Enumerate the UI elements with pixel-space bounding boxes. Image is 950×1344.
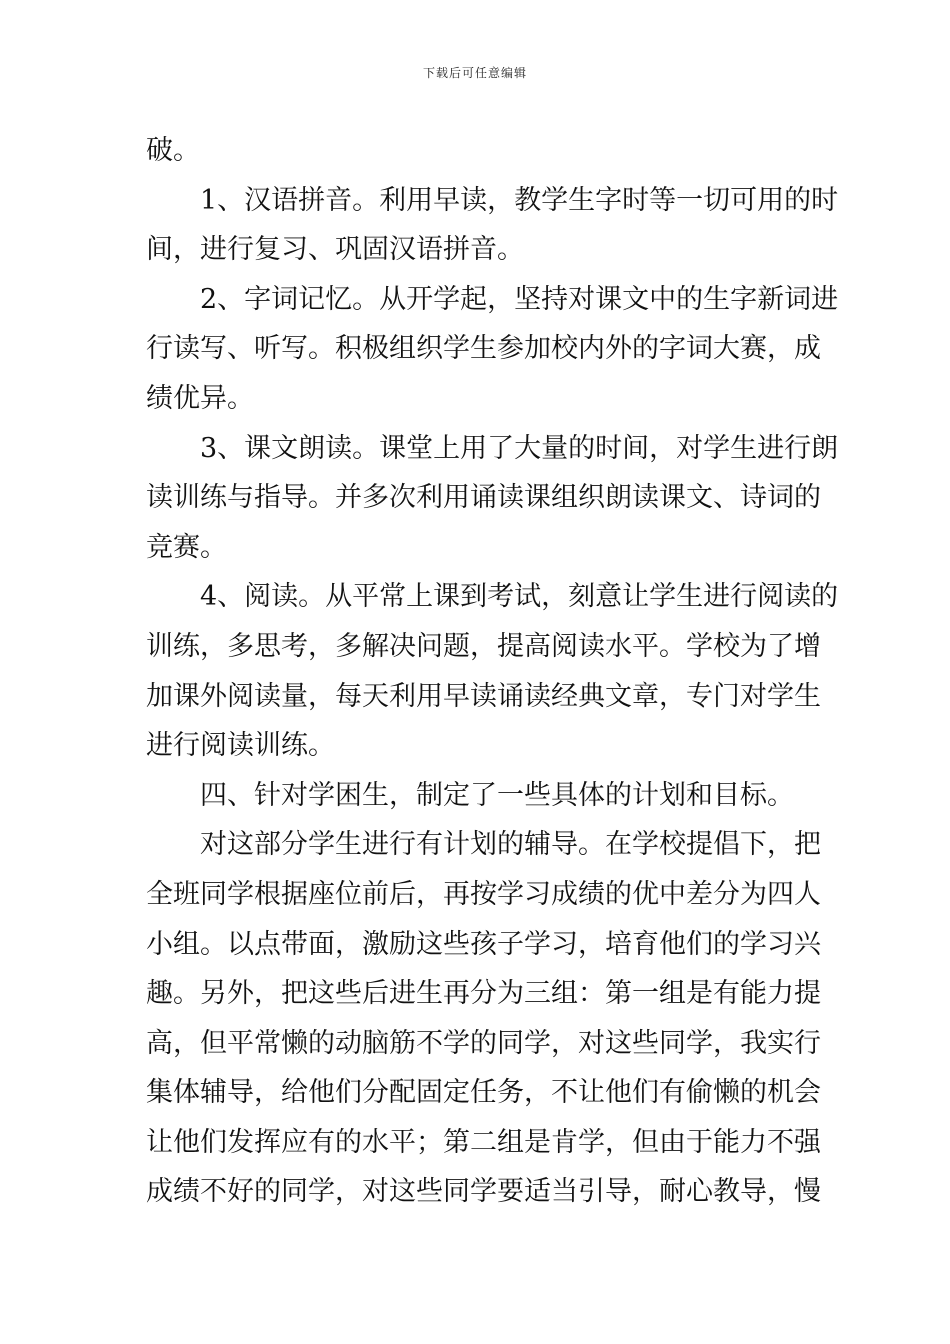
text-line: 对这部分学生进行有计划的辅导。在学校提倡下，把 [200, 829, 821, 861]
text-line: 集体辅导，给他们分配固定任务，不让他们有偷懒的机会 [146, 1077, 821, 1109]
text-line: 竞赛。 [146, 531, 227, 563]
text-line: 高，但平常懒的动脑筋不学的同学，对这些同学，我实行 [146, 1027, 821, 1059]
text-line: 读训练与指导。并多次利用诵读课组织朗读课文、诗词的 [146, 482, 821, 514]
body-text [146, 126, 839, 1217]
text-line: 1、汉语拼音。利用早读，教学生字时等一切可用的时 [200, 184, 839, 216]
text-line: 进行阅读训练。 [146, 730, 335, 762]
text-line: 趣。另外，把这些后进生再分为三组：第一组是有能力提 [146, 978, 821, 1010]
text-line: 成绩不好的同学，对这些同学要适当引导，耐心教导，慢 [146, 1176, 821, 1208]
text-line: 小组。以点带面，激励这些孩子学习，培育他们的学习兴 [146, 928, 821, 960]
text-line: 3、课文朗读。课堂上用了大量的时间，对学生进行朗 [200, 432, 839, 464]
text-line: 破。 [146, 135, 200, 166]
text-line: 间，进行复习、巩固汉语拼音。 [146, 234, 524, 266]
text-line: 四、针对学困生，制定了一些具体的计划和目标。 [200, 779, 794, 811]
text-line: 2、字词记忆。从开学起，坚持对课文中的生字新词进 [200, 283, 839, 315]
text-line: 让他们发挥应有的水平；第二组是肯学，但由于能力不强 [146, 1126, 821, 1158]
text-line: 行读写、听写。积极组织学生参加校内外的字词大赛，成 [146, 333, 821, 365]
text-line: 4、阅读。从平常上课到考试，刻意让学生进行阅读的 [200, 581, 839, 613]
text-line: 全班同学根据座位前后，再按学习成绩的优中差分为四人 [146, 878, 821, 910]
text-line: 加课外阅读量，每天利用早读诵读经典文章，专门对学生 [146, 680, 821, 712]
text-line: 绩优异。 [146, 382, 254, 414]
page-header: 下载后可任意编辑 [422, 66, 527, 80]
text-line: 训练，多思考，多解决问题，提高阅读水平。学校为了增 [146, 630, 821, 662]
